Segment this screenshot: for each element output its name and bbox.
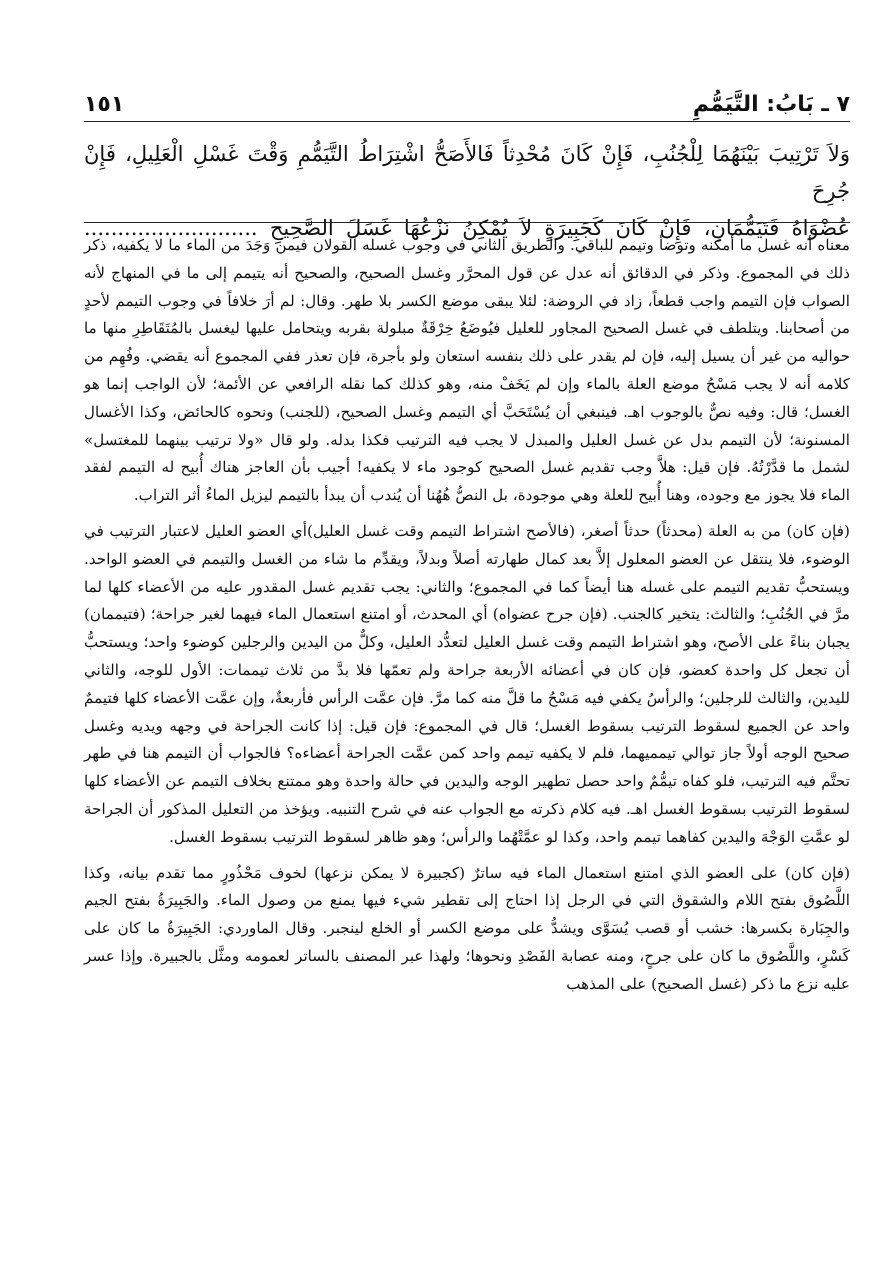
commentary-text bbox=[84, 232, 850, 1007]
commentary-paragraph: (فإن كان) من به العلة (محدثاً) حدثاً أصغر، (فالأصح اشتراط التيمم وقت غسل العليل)أي العضو العليل لاعتبار الترتيب في الوضوء، فلا ينتقل عن العضو المعلول إلاَّ بعد كمال طهارته أصلاً وبدلاً، ويقدِّم ما شاء من الغسل والتيمم في العضو الواحد. ويستحبُّ تقديم التيمم على غسله هنا أيضاً كما في المجموع؛ والثاني: يجب تقديم غسل المقدور عليه من الأعضاء كلها لما مرَّ في الجُنُبِ؛ والثالث: يتخير كالجنب. (فإن جرح عضواه) أي المحدث، أو امتنع استعمال الماء فيهما لغير جراحة؛ (فتيممان) يجبان بناءً على الأصح، وهو اشتراط التيمم وقت غسل العليل لتعدُّد العليل، وكلٌّ من اليدين والرجلين كوضوء واحد؛ ويستحبُّ أن تجعل كل واحدة كعضو، فإن كان في أعضائه الأربعة جراحة ولم تعمّها فلا بدَّ من ثلاث تيممات: الأول للوجه، والثاني لليدين، والثالث للرجلين؛ والرأسُ يكفي فيه مَسْحُ ما قلَّ منه كما مرَّ. فإن عمَّت الرأس فأربعةٌ، وإن عمَّت الأعضاء كلها فتيممٌ واحد عن الجميع لسقوط الترتيب بسقوط الغسل؛ قال في المجموع: فإن قيل: إذا كانت الجراحة في وجهه ويديه وغسل صحيح الوجه أولاً جاز توالي تيمميهما، فلم لا يكفيه تيمم واحد كمن عمَّت الجراحة أعضاءه؟ فالجواب أن التيمم هنا في طهر تحتَّم فيه الترتيب، فلو كفاه تيمُّمٌ واحد حصل تطهير الوجه واليدين في حالة واحدة وهو ممتنع بخلاف التيمم عن الأعضاء كلها لسقوط الترتيب بسقوط الغسل اهـ. فيه كلام ذكرته مع الجواب عنه في شرح التنبيه. ويؤخذ من التعليل المذكور أن الجراحة لو عمَّتِ الوَجْهَ واليدين كفاهما تيمم واحد، وكذا لو عمَّتْهُما والرأس؛ وهو ظاهر لسقوط الترتيب بسقوط الغسل. bbox=[84, 521, 850, 846]
matn-text bbox=[84, 136, 850, 240]
matn-line: وَلاَ تَرْتِيبَ بَيْنَهُمَا لِلْجُنُبِ، فَإِنْ كَانَ مُحْدِثاً فَالأَصَحُّ اشْتِرَاطُ التَّيَمُّمِ وَقْتَ غَسْلِ الْعَلِيلِ، فَإِنْ جُرِحَ bbox=[84, 142, 850, 203]
page-header bbox=[84, 87, 850, 122]
separator-rule bbox=[84, 222, 850, 223]
page-number: ١٥١ bbox=[84, 91, 125, 117]
commentary-paragraph: (فإن كان) على العضو الذي امتنع استعمال الماء فيه ساترٌ (كجبيرة لا يمكن نزعها) لخوف مَحْذُورٍ مما تقدم بيانه، وكذا اللَّصُوق بفتح اللام والشقوق التي في الرجل إذا احتاج إلى تقطير شيء فيها يمنع من وصول الماء. والجَبِيرَةُ بفتح الجيم والجِبَارة بكسرها: خشب أو قصب يُسَوَّى ويشدُّ على موضع الكسر أو الخلع لينجبر. وقال الماوردي: الجَبِيرَةُ ما كان على كَسْرٍ، واللَّصُوق ما كان على جرحٍ، ومنه عصابة الفَصْدِ ونحوها؛ ولهذا عبر المصنف بالساتر لعمومه ومثَّل بالجبيرة. وإذا عسر عليه نزع ما ذكر (غسل الصحيح) على المذهب bbox=[84, 863, 850, 993]
matn-line: عُضْوَاهُ فَتَيَمُّمَانِ، فَإِنْ كَانَ كَجَبِيرَةٍ لاَ يُمْكِنُ نَزْعُهَا غَسَلَ الصَّحِيحِ .......................... bbox=[84, 216, 850, 240]
commentary-paragraph: معناه أنه غسل ما أمكنه وتوضأ وتيمم للباقي. والطريق الثاني في وجوب غسله القولان فيمن وَجَدَ من الماء ما لا يكفيه، ذكر ذلك في المجموع. وذكر في الدقائق أنه عدل عن قول المحرَّر وغسل الصحيح، والصحيح أنه يتيمم إلى ما في المنهاج لأنه الصواب فإن التيمم واجب قطعاً، زاد في الروضة: لئلا يبقى موضع الكسر بلا طهر. وقال: لم أرَ خلافاً في وجوب التيمم لأحدٍ من أصحابنا. ويتلطف في غسل الصحيح المجاور للعليل فيُوضَعُ خِرْقَةٌ مبلولة بقربه ويتحامل عليها ليغسل بالمُتَقَاطِرِ منها ما حواليه من غير أن يسيل إليه، فإن لم يقدر على ذلك بنفسه استعان ولو بأجرة، فإن تعذر ففي المجموع أنه يقضي. وفُهِم من كلامه أنه لا يجب مَسْحُ موضع العلة بالماء وإن لم يَخَفْ منه، وهو كذلك كما نقله الرافعي عن الأئمة؛ لأن الواجب إنما هو الغسل؛ قال: وفيه نصٌّ بالوجوب اهـ. فينبغي أن يُسْتَحَبَّ أي التيمم وغسل الصحيح، (للجنب) ونحوه كالحائض، وكذا الأغسال المسنونة؛ لأن التيمم بدل عن غسل العليل والمبدل لا يجب فيه الترتيب فكذا بدله. ولو قال «ولا ترتيب بينهما للمغتسل» لشمل ما قدَّرْتُهُ. فإن قيل: هلاَّ وجب تقديم غسل الصحيح كوجود ماء لا يكفيه! أجيب بأن العاجز هناك أُبيح له التيمم لفقد الماء فلا يجوز مع وجوده، وهنا أُبيح للعلة وهي موجودة، بل النصُّ هُهُنا أن يُندب أن يبدأ بالتيمم ليزيل الماءُ أثر التراب. bbox=[84, 236, 850, 505]
chapter-title: ٧ ـ بَابُ: التَّيَمُّمِ bbox=[692, 91, 850, 117]
